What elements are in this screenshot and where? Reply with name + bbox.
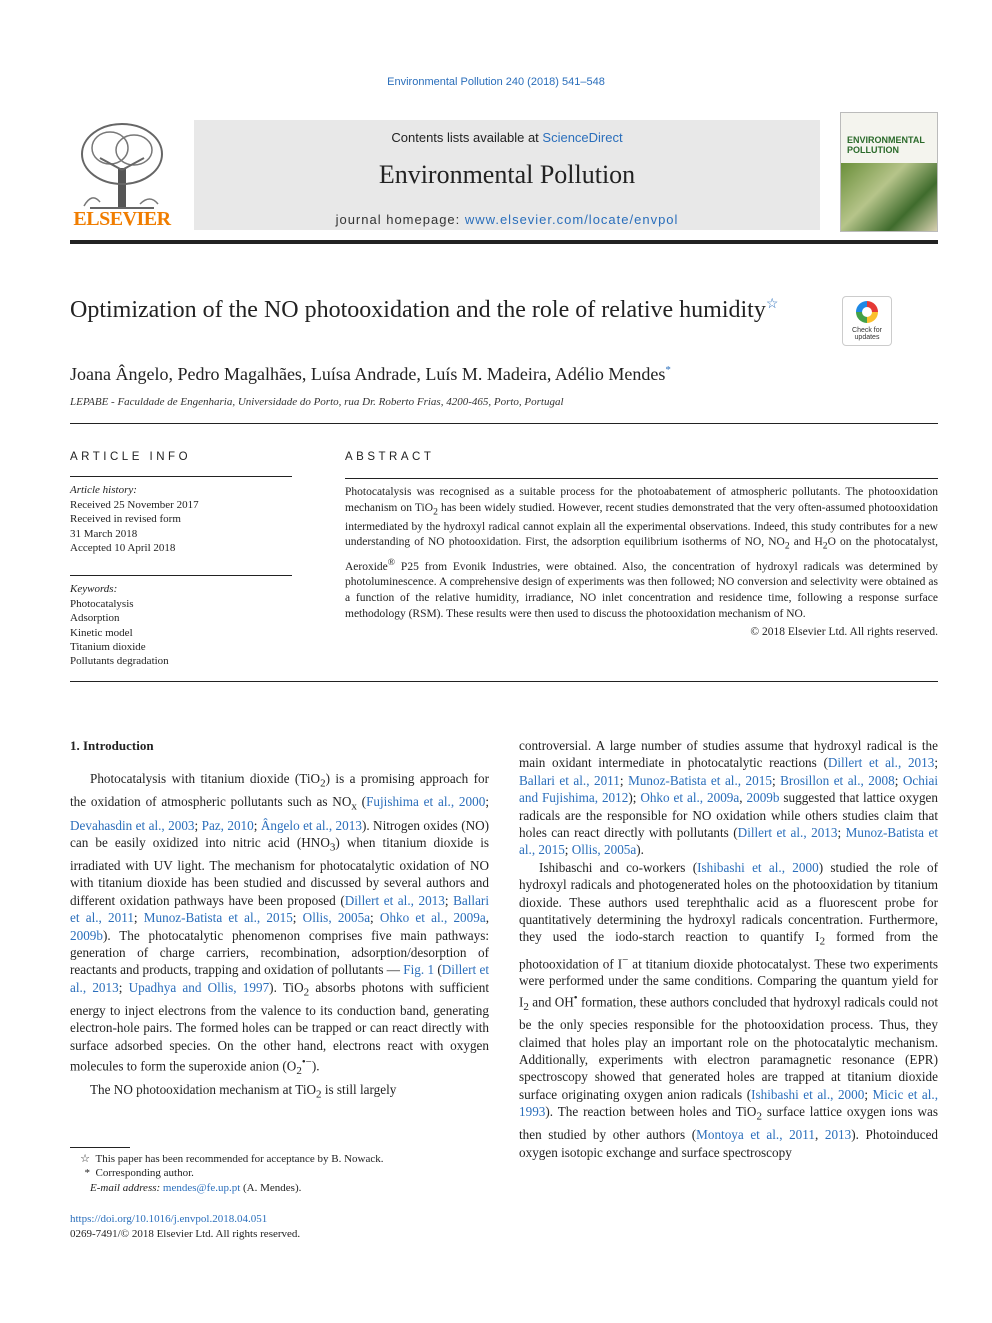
reference-link[interactable]: Ollis, 2005a (571, 842, 637, 858)
history-item: Received 25 November 2017 (70, 498, 199, 511)
history-label: Article history: (70, 484, 137, 497)
reference-link[interactable]: Dillert et al., 2013 (70, 962, 490, 995)
issn-copyright: 0269-7491/© 2018 Elsevier Ltd. All rights reserved. (70, 1228, 301, 1240)
reference-link[interactable]: Brosillon et al., 2008 (780, 772, 895, 788)
reference-link[interactable]: Upadhya and Ollis, 1997 (128, 979, 270, 995)
reference-link[interactable]: 2009b (70, 927, 103, 943)
history-item: Received in revised form (70, 513, 181, 526)
footnote-corresponding: * Corresponding author. (84, 1167, 194, 1179)
history-item: Accepted 10 April 2018 (70, 542, 176, 555)
reference-link[interactable]: Munoz-Batista et al., 2015 (519, 825, 938, 858)
reference-link[interactable]: 2009b (746, 790, 780, 806)
article-info-heading: ARTICLE INFO (70, 451, 192, 463)
cover-title: ENVIRONMENTAL POLLUTION (847, 135, 925, 155)
history-item: 31 March 2018 (70, 527, 138, 540)
article-info (70, 450, 292, 669)
journal-cover-thumbnail (840, 112, 938, 232)
body-paragraph: The NO photooxidation mechanism at TiO$_2$ is still largely (90, 1081, 397, 1101)
journal-homepage-link[interactable]: www.elsevier.com/locate/envpol (464, 212, 679, 227)
reference-link[interactable]: Dillert et al., 2013 (737, 825, 838, 841)
doi-link[interactable]: https://doi.org/10.1016/j.envpol.2018.04.051 (70, 1213, 268, 1225)
keyword: Kinetic model (70, 626, 133, 639)
footnote-email: E-mail address: mendes@fe.up.pt (A. Mendes). (90, 1182, 302, 1194)
reference-link[interactable]: Munoz-Batista et al., 2015 (628, 772, 772, 788)
keyword: Pollutants degradation (70, 655, 169, 668)
keywords-label: Keywords: (70, 583, 118, 596)
keyword: Titanium dioxide (70, 641, 146, 654)
abstract-text: Photocatalysis was recognised as a suitable process for the photoabatement of atmospheric pollutants. The photooxidation mechanism on TiO$_2$ has been widely studied. However, recent studies demonstrated that the very often-assumed photooxidation intermediated by the hydroxyl radical cannot explain all the experimental observations. Indeed, this study contributes for a new understanding of NO photooxidation. First, the adsorption equilibrium isotherms of NO, $NO_2$ and $H_2O$ on the photocatalyst, Aeroxide® P25 from Evonik Industries, were obtained. Also, the concentration of hydroxyl radicals was determined by photoluminescence. A comprehensive design of experiments was then followed; NO conversion and selectivity were obtained as a function of the relative humidity, irradiance, NO inlet concentration and residence time, following a response surface methodology (RSM). These results were then used to discuss the photooxidation mechanism of NO. (345, 485, 938, 620)
abstract-divider (70, 681, 938, 682)
body-paragraph: controversial. A large number of studies assume that hydroxyl radical is the main oxidant intermediate in photocatalytic reactions (Dillert et al., 2013; Ballari et al., 2011; Munoz-Batista et al., 2015; Brosillon et al., 2008; Ochiai and Fujishima, 2012); Ohko et al., 2009a, 2009b suggested that lattice oxygen radicals are the responsible for NO oxidation while others studies claim that holes can react directly with pollutants (Dillert et al., 2013; Munoz-Batista et al., 2015; Ollis, 2005a). (519, 738, 939, 858)
reference-link[interactable]: Ohko et al., 2009a (379, 910, 486, 926)
reference-link[interactable]: Dillert et al., 2013 (827, 755, 935, 771)
reference-link[interactable]: Ohko et al., 2009a (640, 790, 740, 806)
journal-title: Environmental Pollution (378, 160, 636, 189)
doi-block (70, 1212, 300, 1242)
article-title: Optimization of the NO photooxidation and the role of relative humidity☆ (70, 297, 779, 323)
body-paragraph: Photocatalysis with titanium dioxide (TiO$_2$) is a promising approach for the oxidation of atmospheric pollutants such as $NO_x$ (Fujishima et al., 2000; Devahasdin et al., 2003; Paz, 2010; Ângelo et al., 2013). Nitrogen oxides (NO) can be easily oxidized into nitric acid $(HNO_3)$ when titanium dioxide is irradiated with UV light. The mechanism for photocatalytic oxidation of NO with titanium dioxide has been studied and discussed by several authors and different oxidation pathways have been proposed (Dillert et al., 2013; Ballari et al., 2011; Munoz-Batista et al., 2015; Ollis, 2005a; Ohko et al., 2009a, 2009b). The photocatalytic phenomenon comprises five main pathways: generation of charge carriers, recombination, adsorption/desorption of reactants and products, trapping and oxidation of pollutants — Fig. 1 (Dillert et al., 2013; Upadhya and Ollis, 1997). TiO$_2$ absorbs photons with sufficient energy to inject electrons from the valence to its conduction band, generating electron-hole pairs. The formed holes can be trapped or can react directly with surface adsorbed species. On the other hand, electrons react with oxygen molecules to form the superoxide anion $(O_2^{•-})$. (70, 771, 490, 1078)
title-footnote-mark[interactable]: ☆ (765, 297, 779, 312)
contents-line: Contents lists available at ScienceDirect (391, 130, 623, 145)
footnote-recommendation: ☆ This paper has been recommended for acceptance by B. Nowack. (80, 1153, 384, 1165)
cover-image (841, 163, 937, 231)
journal-homepage-line: journal homepage: www.elsevier.com/locate/envpol (335, 212, 679, 227)
reference-link[interactable]: Ishibashi et al., 2000 (697, 859, 819, 875)
reference-link[interactable]: Ochiai and Fujishima, 2012 (519, 772, 939, 806)
author-email-link[interactable]: mendes@fe.up.pt (162, 1182, 241, 1194)
journal-citation[interactable]: Environmental Pollution 240 (2018) 541–548 (387, 76, 605, 88)
figure-link[interactable]: Fig. 1 (403, 962, 435, 978)
masthead-rule (70, 240, 938, 244)
reference-link[interactable]: Dillert et al., 2013 (344, 892, 445, 908)
section-heading-introduction: 1. Introduction (70, 738, 154, 753)
reference-link[interactable]: Paz, 2010 (201, 817, 254, 833)
check-updates-label: Check for updates (852, 327, 882, 341)
corresponding-author-mark[interactable]: * (665, 364, 671, 376)
abstract-heading: ABSTRACT (345, 451, 435, 463)
reference-link[interactable]: Ballari et al., 2011 (519, 772, 620, 788)
affiliation: LEPABE - Faculdade de Engenharia, Universidade do Porto, rua Dr. Roberto Frias, 4200-465, Porto, Portugal (70, 396, 564, 408)
reference-link[interactable]: Ollis, 2005a (302, 910, 371, 926)
abstract (345, 450, 938, 640)
reference-link[interactable]: Ângelo et al., 2013 (260, 817, 362, 833)
check-for-updates-badge[interactable] (842, 296, 892, 346)
masthead-banner (194, 120, 820, 230)
author-list: Joana Ângelo, Pedro Magalhães, Luísa Andrade, Luís M. Madeira, Adélio Mendes* (70, 364, 671, 384)
footnote-rule (70, 1147, 130, 1148)
elsevier-wordmark: ELSEVIER (73, 208, 171, 230)
reference-link[interactable]: Micic et al., 1993 (519, 1086, 938, 1120)
reference-link[interactable]: Ishibashi et al., 2000 (751, 1086, 865, 1102)
keyword: Adsorption (70, 612, 120, 625)
header-divider (70, 423, 938, 424)
reference-link[interactable]: 2013 (824, 1127, 852, 1143)
reference-link[interactable]: Ballari et al., 2011 (70, 892, 489, 926)
keyword: Photocatalysis (70, 597, 134, 610)
reference-link[interactable]: Munoz-Batista et al., 2015 (143, 910, 293, 926)
reference-link[interactable]: Fujishima et al., 2000 (366, 794, 486, 810)
reference-link[interactable]: Devahasdin et al., 2003 (70, 817, 195, 833)
journal-masthead (70, 110, 938, 240)
body-paragraph: Ishibaschi and co-workers (Ishibashi et al., 2000) studied the role of hydroxyl radicals and photogenerated holes on the photooxidation by titanium dioxide. These authors used terephthalic acid as a fluorescent probe for quantitatively determining the hydroxyl radicals concentration. Furthermore, they used the iodo-starch reaction to quantify $I_2$ formed from the photooxidation of I− at titanium dioxide photocatalyst. These two experiments were performed under the same conditions. Comparing the quantum yield for $I_2$ and OH• formation, these authors concluded that hydroxyl radicals could not be the only species responsible for the photooxidation process. Thus, they claimed that holes play an important role on the photocatalytic mechanism. Additionally, experiments with electron paramagnetic resonance (EPR) spectroscopy showed that generated holes are trapped at titanium dioxide surface originating oxygen anion radicals (Ishibashi et al., 2000; Micic et al., 1993). The reaction between holes and TiO$_2$ surface lattice oxygen ions was then studied by other authors (Montoya et al., 2011, 2013). Photoinduced oxygen isotopic exchange and surface spectroscopy (519, 859, 939, 1160)
sciencedirect-link[interactable]: ScienceDirect (542, 130, 623, 145)
body-column-right (519, 737, 938, 1161)
check-updates-icon (856, 301, 878, 323)
abstract-copyright: © 2018 Elsevier Ltd. All rights reserved. (750, 625, 938, 638)
body-column-left (70, 737, 489, 1104)
reference-link[interactable]: Montoya et al., 2011 (696, 1127, 815, 1143)
